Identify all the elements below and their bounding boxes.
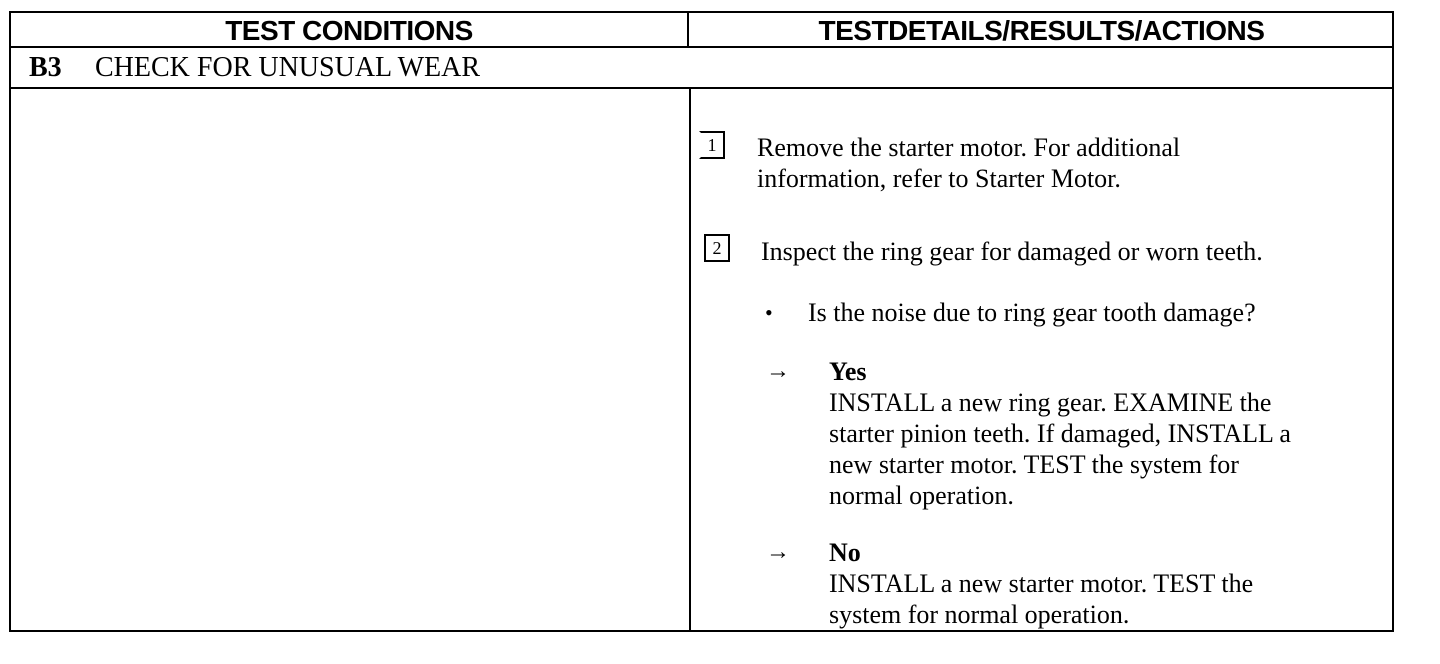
header-test-conditions: TEST CONDITIONS xyxy=(225,15,473,46)
question-bullet: • xyxy=(765,300,773,325)
section-title xyxy=(29,51,480,85)
step-2-number: 2 xyxy=(712,238,722,258)
yes-action-line-2: starter pinion teeth. If damaged, INSTALL a xyxy=(829,419,1291,448)
yes-action-line-4: normal operation. xyxy=(829,481,1014,510)
yes-arrow-icon: → xyxy=(766,358,790,384)
no-arrow-icon: → xyxy=(766,539,790,565)
no-action-line-1: INSTALL a new starter motor. TEST the xyxy=(829,569,1254,598)
yes-action-line-1: INSTALL a new ring gear. EXAMINE the xyxy=(829,388,1272,417)
section-name: CHECK FOR UNUSUAL WEAR xyxy=(95,52,481,83)
body-column-divider xyxy=(689,88,691,630)
question-text: Is the noise due to ring gear tooth damage? xyxy=(808,298,1256,327)
no-label: No xyxy=(829,538,861,567)
header-test-details: TESTDETAILS/RESULTS/ACTIONS xyxy=(818,15,1265,46)
no-action-line-2: system for normal operation. xyxy=(829,600,1130,629)
step-2-number-box xyxy=(704,234,730,262)
section-divider xyxy=(11,87,1392,89)
test-procedure-table xyxy=(9,11,1394,632)
step-1-number-box xyxy=(699,131,725,159)
section-code: B3 xyxy=(29,52,62,83)
step-1-text-line-2: information, refer to Starter Motor. xyxy=(757,164,1121,193)
step-1-number: 1 xyxy=(707,135,717,155)
yes-action-line-3: new starter motor. TEST the system for xyxy=(829,450,1239,479)
step-1-text-line-1: Remove the starter motor. For additional xyxy=(757,133,1181,162)
step-2-text: Inspect the ring gear for damaged or worn teeth. xyxy=(761,237,1263,266)
yes-label: Yes xyxy=(829,357,867,386)
